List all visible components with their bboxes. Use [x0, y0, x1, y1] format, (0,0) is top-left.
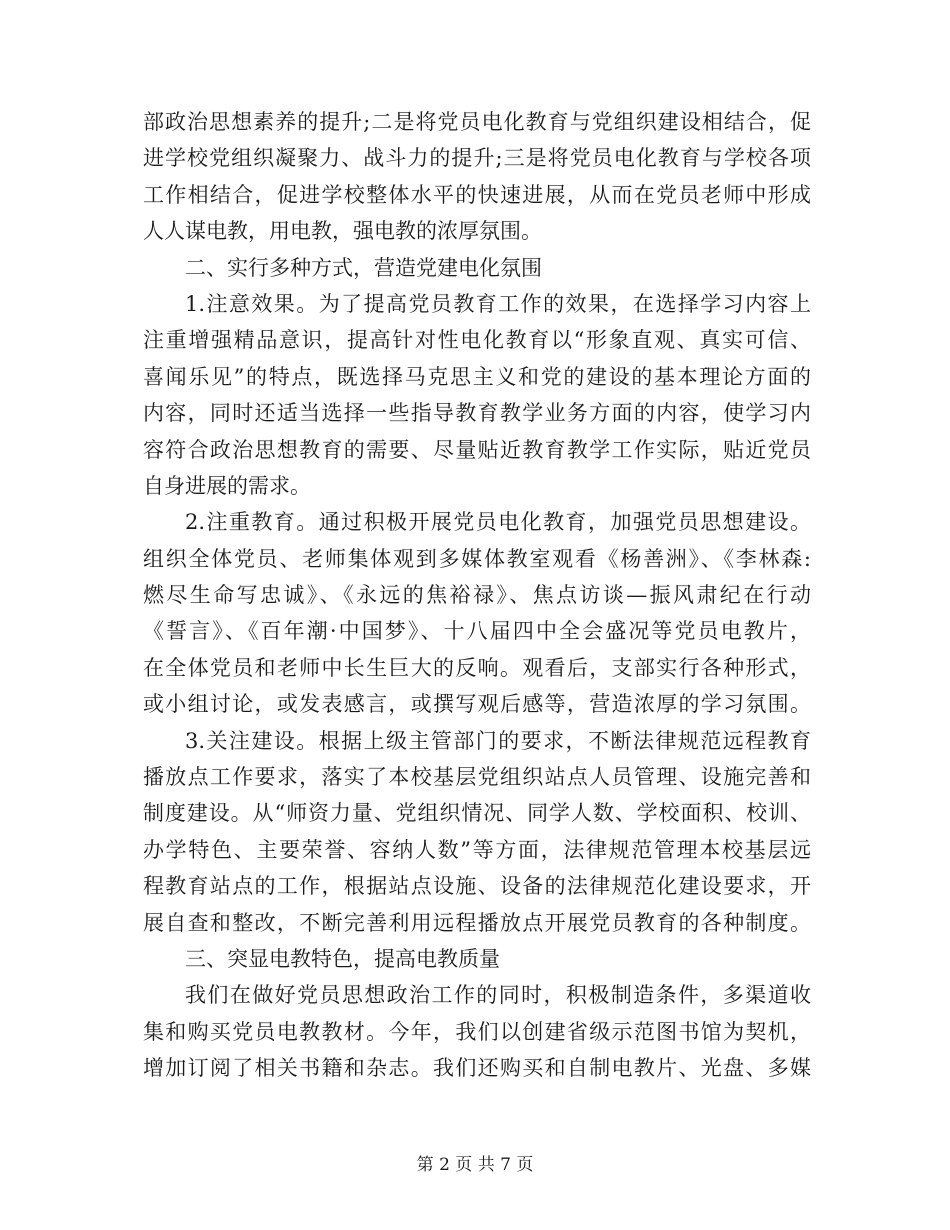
text-line: 内容，同时还适当选择一些指导教育教学业务方面的内容，使学习内	[143, 401, 811, 426]
text-line: 或小组讨论，或发表感言，或撰写观后感等，营造浓厚的学习氛围。	[143, 692, 811, 717]
text-line: 容符合政治思想教育的需要、尽量贴近教育教学工作实际，贴近党员	[143, 437, 811, 462]
text-line: 制度建设。从“师资力量、党组织情况、同学人数、学校面积、校训、	[143, 801, 811, 826]
text-line: 程教育站点的工作，根据站点设施、设备的法律规范化建设要求，开	[143, 874, 811, 899]
section-heading: 三、突显电教特色，提高电教质量	[185, 946, 500, 971]
text-line: 播放点工作要求，落实了本校基层党组织站点人员管理、设施完善和	[143, 765, 811, 790]
text-line: 3.关注建设。根据上级主管部门的要求，不断法律规范远程教育	[185, 728, 811, 753]
document-body	[143, 104, 811, 1087]
text-line: 展自查和整改，不断完善利用远程播放点开展党员教育的各种制度。	[143, 910, 811, 935]
text-line: 人人谋电教，用电教，强电教的浓厚氛围。	[143, 219, 542, 244]
text-line: 喜闻乐见”的特点，既选择马克思主义和党的建设的基本理论方面的	[143, 364, 811, 389]
text-line: 我们在做好党员思想政治工作的同时，积极制造条件，多渠道收	[185, 983, 811, 1008]
text-line: 工作相结合，促进学校整体水平的快速进展，从而在党员老师中形成	[143, 182, 811, 207]
section-heading: 二、实行多种方式，营造党建电化氛围	[185, 255, 542, 280]
text-line: 2.注重教育。通过积极开展党员电化教育，加强党员思想建设。	[185, 510, 811, 535]
page-number-footer: 第 2 页 共 7 页	[416, 1155, 534, 1175]
text-line: 燃尽生命写忠诚》、《永远的焦裕禄》、焦点访谈—振风肃纪在行动	[143, 583, 811, 608]
text-line: 1.注意效果。为了提高党员教育工作的效果，在选择学习内容上	[185, 291, 811, 316]
text-line: 进学校党组织凝聚力、战斗力的提升;三是将党员电化教育与学校各项	[143, 146, 811, 171]
text-line: 办学特色、主要荣誉、容纳人数”等方面，法律规范管理本校基层远	[143, 837, 811, 862]
text-line: 《誓言》、《百年潮·中国梦》、十八届四中全会盛况等党员电教片，	[143, 619, 811, 644]
text-line: 集和购买党员电教教材。今年，我们以创建省级示范图书馆为契机，	[143, 1019, 811, 1044]
text-line: 注重增强精品意识，提高针对性电化教育以“形象直观、真实可信、	[143, 328, 811, 353]
text-line: 组织全体党员、老师集体观到多媒体教室观看《杨善洲》、《李林森:	[143, 546, 811, 571]
text-line: 自身进展的需求。	[143, 473, 311, 498]
text-line: 在全体党员和老师中长生巨大的反响。观看后，支部实行各种形式，	[143, 655, 811, 680]
text-line: 部政治思想素养的提升;二是将党员电化教育与党组织建设相结合，促	[143, 110, 811, 134]
text-line: 增加订阅了相关书籍和杂志。我们还购买和自制电教片、光盘、多媒	[143, 1056, 811, 1081]
